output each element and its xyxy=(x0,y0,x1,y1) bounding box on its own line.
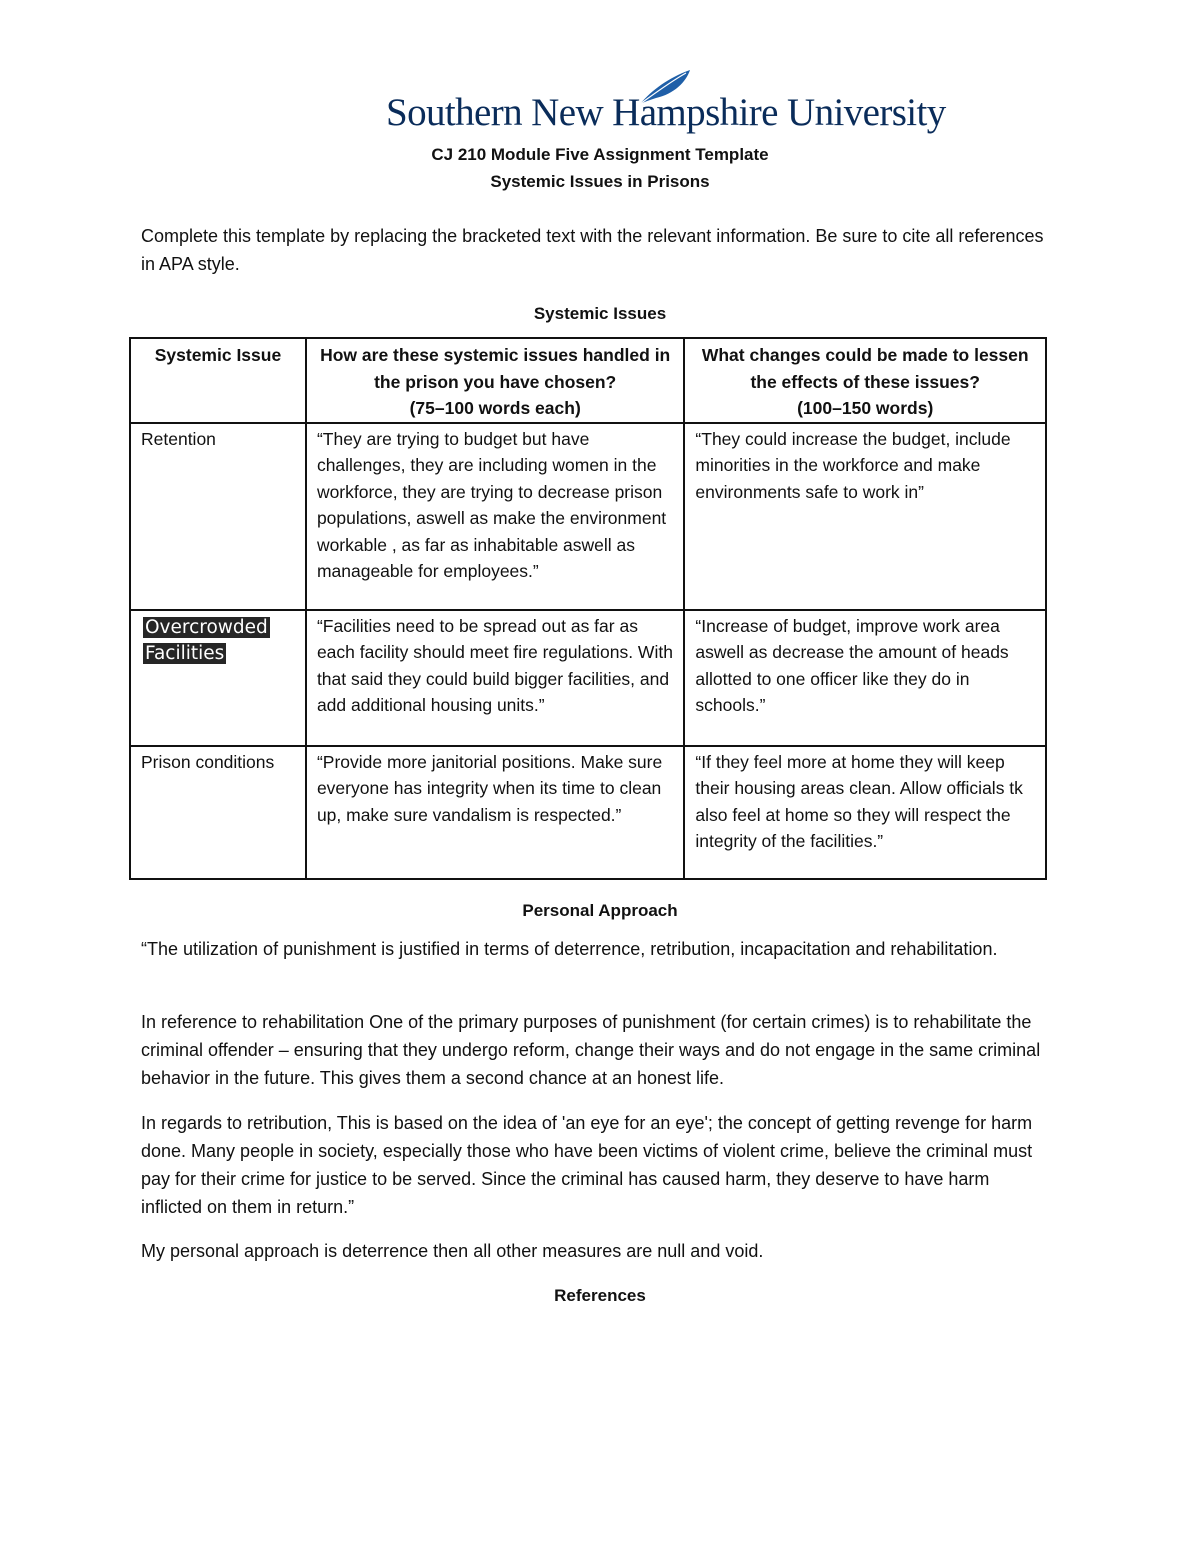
header-handled xyxy=(306,338,684,423)
changes-cell: “Increase of budget, improve work area aswell as decrease the amount of heads allotted to one officer like they do in schools.” xyxy=(684,610,1046,746)
table-row xyxy=(130,746,1046,879)
systemic-issues-heading: Systemic Issues xyxy=(533,304,667,323)
changes-cell: “If they feel more at home they will keep their housing areas clean. Allow officials tk also feel at home so they will respect the integrity of the facilities.” xyxy=(684,746,1046,879)
handled-cell: “Provide more janitorial positions. Make sure everyone has integrity when its time to clean up, make sure vandalism is respected.” xyxy=(306,746,684,879)
approach-paragraph-3: In regards to retribution, This is based on the idea of 'an eye for an eye'; the concept of getting revenge for harm done. Many people in society, especially those who have been victims of violent crime, believe the criminal must pay for their crime for justice to be served. Since the criminal has caused harm, they deserve to have harm inflicted on them in return.” xyxy=(141,1113,1033,1217)
highlighted-issue-text: Overcrowded Facilities xyxy=(145,616,268,664)
approach-paragraph-2: In reference to rehabilitation One of the primary purposes of punishment (for certain crimes) is to rehabilitate the criminal offender – ensuring that they undergo reform, change their ways and do not engage in the same criminal behavior in the future. This gives them a second chance at an honest life. xyxy=(141,1012,1041,1088)
handled-cell: “They are trying to budget but have challenges, they are including women in the workforce, they are trying to decrease prison populations, aswell as make the environment workable , as far as inhabitable aswell as manageable for employees.” xyxy=(306,423,684,610)
table-row xyxy=(130,610,1046,746)
personal-approach-heading: Personal Approach xyxy=(522,901,678,920)
header-systemic-issue xyxy=(130,338,306,423)
systemic-issues-table xyxy=(129,337,1047,880)
instructions-text: Complete this template by replacing the bracketed text with the relevant information. Be sure to cite all references in APA style. xyxy=(141,226,1044,274)
handled-cell: “Facilities need to be spread out as far as each facility should meet fire regulations. With that said they could build bigger facilities, and add additional housing units.” xyxy=(306,610,684,746)
table-row xyxy=(130,423,1046,610)
issue-cell: Retention xyxy=(130,423,306,610)
issue-cell: Prison conditions xyxy=(130,746,306,879)
header-changes-wordcount: (100–150 words) xyxy=(797,398,934,418)
references-heading: References xyxy=(554,1286,646,1305)
header-handled-label: How are these systemic issues handled in the prison you have chosen? xyxy=(320,345,671,392)
document-subtitle: Systemic Issues in Prisons xyxy=(490,172,710,191)
document-title: CJ 210 Module Five Assignment Template xyxy=(431,145,769,164)
approach-paragraph-4: My personal approach is deterrence then all other measures are null and void. xyxy=(141,1241,764,1261)
issue-cell xyxy=(130,610,306,746)
header-changes xyxy=(684,338,1046,423)
header-changes-label: What changes could be made to lessen the effects of these issues? xyxy=(701,345,1029,392)
table-header-row xyxy=(130,338,1046,423)
header-handled-wordcount: (75–100 words each) xyxy=(409,398,581,418)
header-issue-label: Systemic Issue xyxy=(154,345,282,365)
university-logo xyxy=(386,68,946,138)
logo-wordmark: Southern New Hampshire University xyxy=(386,91,946,134)
approach-paragraph-1: “The utilization of punishment is justified in terms of deterrence, retribution, incapacitation and rehabilitation. xyxy=(141,939,998,959)
changes-cell: “They could increase the budget, include minorities in the workforce and make environments safe to work in” xyxy=(684,423,1046,610)
